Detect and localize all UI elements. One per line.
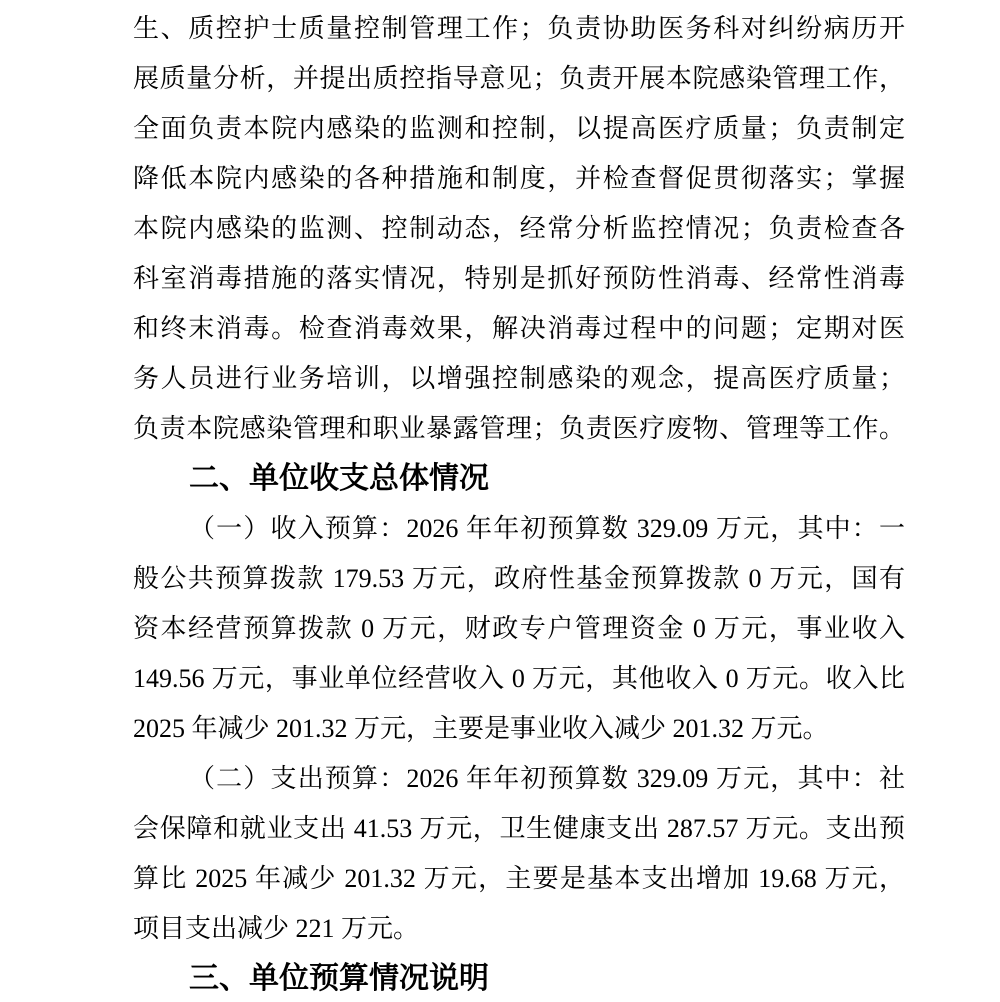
section-heading: 二、单位收支总体情况 [189,462,489,495]
text-line: 资本经营预算拨款 0 万元，财政专户管理资金 0 万元，事业收入 [133,614,905,643]
section-heading: 三、单位预算情况说明 [189,962,489,995]
text-line: 本院内感染的监测、控制动态，经常分析监控情况；负责检查各 [133,214,905,243]
text-line: 和终末消毒。检查消毒效果，解决消毒过程中的问题；定期对医 [133,314,905,343]
text-line: 负责本院感染管理和职业暴露管理；负责医疗废物、管理等工作。 [133,414,905,443]
text-line: （一）收入预算：2026 年年初预算数 329.09 万元，其中：一 [189,514,905,543]
text-line: 2025 年减少 201.32 万元，主要是事业收入减少 201.32 万元。 [133,714,829,743]
text-line: 会保障和就业支出 41.53 万元，卫生健康支出 287.57 万元。支出预 [133,814,905,843]
text-line: 般公共预算拨款 179.53 万元，政府性基金预算拨款 0 万元，国有 [133,564,905,593]
text-line: 项目支出减少 221 万元。 [133,914,420,943]
text-line: 算比 2025 年减少 201.32 万元，主要是基本支出增加 19.68 万元， [133,864,905,893]
text-line: 生、质控护士质量控制管理工作；负责协助医务科对纠纷病历开 [133,14,905,43]
text-line: 展质量分析，并提出质控指导意见；负责开展本院感染管理工作， [133,64,905,93]
text-line: 务人员进行业务培训，以增强控制感染的观念，提高医疗质量； [133,364,905,393]
text-line: 全面负责本院内感染的监测和控制，以提高医疗质量；负责制定 [133,114,905,143]
text-line: 降低本院内感染的各种措施和制度，并检查督促贯彻落实；掌握 [133,164,905,193]
text-line: （二）支出预算：2026 年年初预算数 329.09 万元，其中：社 [189,764,905,793]
text-line: 149.56 万元，事业单位经营收入 0 万元，其他收入 0 万元。收入比 [133,664,905,693]
text-line: 科室消毒措施的落实情况，特别是抓好预防性消毒、经常性消毒 [133,264,905,293]
document-content [133,4,905,1002]
